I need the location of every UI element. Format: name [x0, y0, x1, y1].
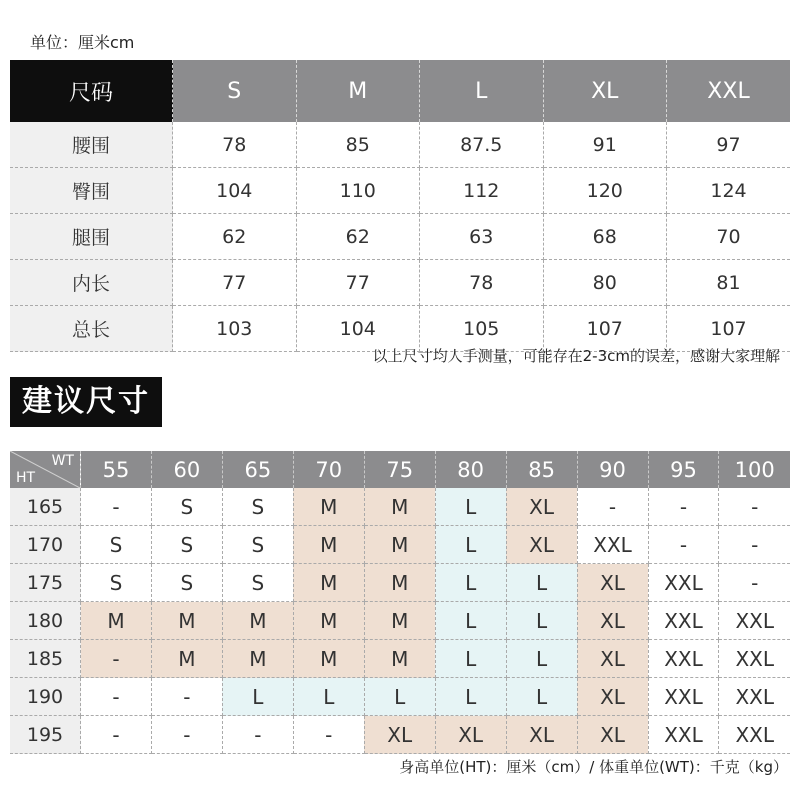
size-recommend-cell: XXL: [719, 602, 790, 640]
height-row: [10, 526, 790, 564]
size-recommend-cell: -: [81, 678, 152, 716]
unit-footer: 身高单位(HT)：厘米（cm）/ 体重单位(WT)：千克（kg）: [399, 758, 788, 776]
size-recommend-cell: L: [435, 640, 506, 678]
size-header-cell: XXL: [667, 60, 791, 122]
size-value-cell: 62: [296, 214, 420, 260]
size-row-label: 腿围: [10, 214, 173, 260]
size-recommend-cell: L: [293, 678, 364, 716]
height-header-cell: 195: [10, 716, 81, 754]
size-value-cell: 87.5: [420, 122, 544, 168]
size-recommend-cell: -: [81, 716, 152, 754]
size-value-cell: 103: [173, 306, 297, 352]
size-value-cell: 104: [173, 168, 297, 214]
size-value-cell: 81: [667, 260, 791, 306]
size-row: [10, 122, 790, 168]
weight-header-cell: 65: [222, 451, 293, 488]
section-title: 建议尺寸: [10, 377, 162, 427]
weight-header-cell: 55: [81, 451, 152, 488]
size-recommend-cell: M: [293, 526, 364, 564]
size-value-cell: 77: [173, 260, 297, 306]
size-recommend-cell: -: [81, 640, 152, 678]
size-table-body: [10, 122, 790, 352]
size-recommend-cell: L: [364, 678, 435, 716]
recommend-grid: [10, 451, 790, 754]
size-value-cell: 107: [543, 306, 667, 352]
size-recommend-cell: L: [506, 602, 577, 640]
height-header-cell: 175: [10, 564, 81, 602]
size-recommend-cell: XXL: [648, 640, 719, 678]
size-row-label: 总长: [10, 306, 173, 352]
size-recommend-cell: XXL: [648, 564, 719, 602]
height-header-cell: 190: [10, 678, 81, 716]
size-value-cell: 68: [543, 214, 667, 260]
height-row: [10, 602, 790, 640]
size-recommend-cell: XL: [577, 602, 648, 640]
size-recommend-cell: M: [364, 526, 435, 564]
size-recommend-cell: XXL: [719, 678, 790, 716]
weight-axis-label: WT: [51, 453, 74, 469]
size-recommend-cell: S: [81, 526, 152, 564]
size-value-cell: 105: [420, 306, 544, 352]
unit-label: 单位：厘米cm: [30, 33, 135, 52]
size-value-cell: 124: [667, 168, 791, 214]
height-row: [10, 488, 790, 526]
size-value-cell: 70: [667, 214, 791, 260]
size-recommend-cell: XL: [577, 640, 648, 678]
size-header-cell: M: [296, 60, 420, 122]
size-recommend-cell: S: [222, 488, 293, 526]
recommend-header-row: [10, 451, 790, 488]
size-recommend-cell: -: [648, 488, 719, 526]
size-recommend-cell: -: [719, 526, 790, 564]
size-recommend-cell: XL: [577, 716, 648, 754]
height-header-cell: 180: [10, 602, 81, 640]
size-row-label: 内长: [10, 260, 173, 306]
weight-header-cell: 60: [151, 451, 222, 488]
size-row-label: 腰围: [10, 122, 173, 168]
size-recommend-cell: M: [151, 640, 222, 678]
size-recommend-cell: -: [151, 678, 222, 716]
height-row: [10, 716, 790, 754]
height-row: [10, 640, 790, 678]
size-value-cell: 77: [296, 260, 420, 306]
size-value-cell: 78: [173, 122, 297, 168]
height-axis-label: HT: [16, 470, 36, 486]
size-value-cell: 112: [420, 168, 544, 214]
size-recommend-cell: S: [151, 488, 222, 526]
size-recommend-cell: L: [435, 526, 506, 564]
size-recommend-cell: -: [222, 716, 293, 754]
size-recommend-cell: -: [719, 564, 790, 602]
size-recommend-cell: S: [81, 564, 152, 602]
size-recommend-cell: XXL: [648, 602, 719, 640]
weight-header-cell: 80: [435, 451, 506, 488]
size-recommend-cell: M: [364, 488, 435, 526]
size-recommend-cell: XL: [506, 526, 577, 564]
size-recommend-cell: L: [222, 678, 293, 716]
size-recommend-cell: -: [151, 716, 222, 754]
recommend-grid-body: [10, 488, 790, 754]
size-recommend-cell: M: [222, 640, 293, 678]
size-recommend-cell: L: [435, 602, 506, 640]
weight-header-cell: 95: [648, 451, 719, 488]
size-recommend-cell: XL: [506, 716, 577, 754]
size-recommend-cell: M: [293, 488, 364, 526]
size-recommend-cell: -: [577, 488, 648, 526]
size-recommend-cell: XL: [577, 678, 648, 716]
size-value-cell: 62: [173, 214, 297, 260]
size-row: [10, 168, 790, 214]
size-recommend-cell: M: [293, 602, 364, 640]
size-value-cell: 85: [296, 122, 420, 168]
size-value-cell: 110: [296, 168, 420, 214]
height-header-cell: 185: [10, 640, 81, 678]
size-recommend-cell: M: [364, 602, 435, 640]
size-recommend-cell: L: [435, 564, 506, 602]
size-table-header-row: [10, 60, 790, 122]
size-row: [10, 214, 790, 260]
weight-header-cell: 75: [364, 451, 435, 488]
size-recommend-cell: S: [222, 564, 293, 602]
weight-header-cell: 70: [293, 451, 364, 488]
size-recommend-cell: -: [648, 526, 719, 564]
size-recommend-cell: XL: [577, 564, 648, 602]
size-recommend-cell: M: [364, 564, 435, 602]
size-recommend-cell: L: [506, 640, 577, 678]
size-header-cell: S: [173, 60, 297, 122]
size-recommend-cell: L: [435, 678, 506, 716]
size-recommend-cell: -: [81, 488, 152, 526]
size-header-cell: XL: [543, 60, 667, 122]
height-header-cell: 165: [10, 488, 81, 526]
size-recommend-cell: XXL: [719, 640, 790, 678]
size-row: [10, 260, 790, 306]
size-recommend-cell: M: [222, 602, 293, 640]
size-recommend-cell: XL: [435, 716, 506, 754]
grid-corner: [10, 451, 81, 488]
size-value-cell: 78: [420, 260, 544, 306]
size-recommend-cell: XL: [364, 716, 435, 754]
size-value-cell: 80: [543, 260, 667, 306]
size-recommend-cell: S: [151, 564, 222, 602]
height-row: [10, 678, 790, 716]
size-recommend-cell: S: [151, 526, 222, 564]
size-recommend-cell: -: [293, 716, 364, 754]
measurement-note: 以上尺寸均人手测量，可能存在2-3cm的误差，感谢大家理解: [372, 347, 780, 365]
weight-header-cell: 100: [719, 451, 790, 488]
size-recommend-cell: L: [506, 564, 577, 602]
size-value-cell: 120: [543, 168, 667, 214]
weight-header-cell: 90: [577, 451, 648, 488]
size-value-cell: 91: [543, 122, 667, 168]
size-recommend-cell: XL: [506, 488, 577, 526]
size-value-cell: 97: [667, 122, 791, 168]
size-recommend-cell: S: [222, 526, 293, 564]
height-header-cell: 170: [10, 526, 81, 564]
size-recommend-cell: M: [81, 602, 152, 640]
size-value-cell: 107: [667, 306, 791, 352]
height-row: [10, 564, 790, 602]
size-recommend-cell: L: [435, 488, 506, 526]
size-recommend-cell: M: [364, 640, 435, 678]
size-recommend-cell: XXL: [719, 716, 790, 754]
size-recommend-cell: XXL: [648, 716, 719, 754]
size-recommend-cell: M: [293, 640, 364, 678]
size-value-cell: 63: [420, 214, 544, 260]
weight-header-cell: 85: [506, 451, 577, 488]
size-recommend-cell: XXL: [648, 678, 719, 716]
size-table: [10, 60, 790, 352]
size-header-cell: L: [420, 60, 544, 122]
size-recommend-cell: XXL: [577, 526, 648, 564]
size-row-label: 臀围: [10, 168, 173, 214]
size-recommend-cell: L: [506, 678, 577, 716]
size-recommend-cell: M: [151, 602, 222, 640]
size-recommend-cell: M: [293, 564, 364, 602]
size-recommend-cell: -: [719, 488, 790, 526]
size-header-label: 尺码: [10, 60, 173, 122]
size-value-cell: 104: [296, 306, 420, 352]
